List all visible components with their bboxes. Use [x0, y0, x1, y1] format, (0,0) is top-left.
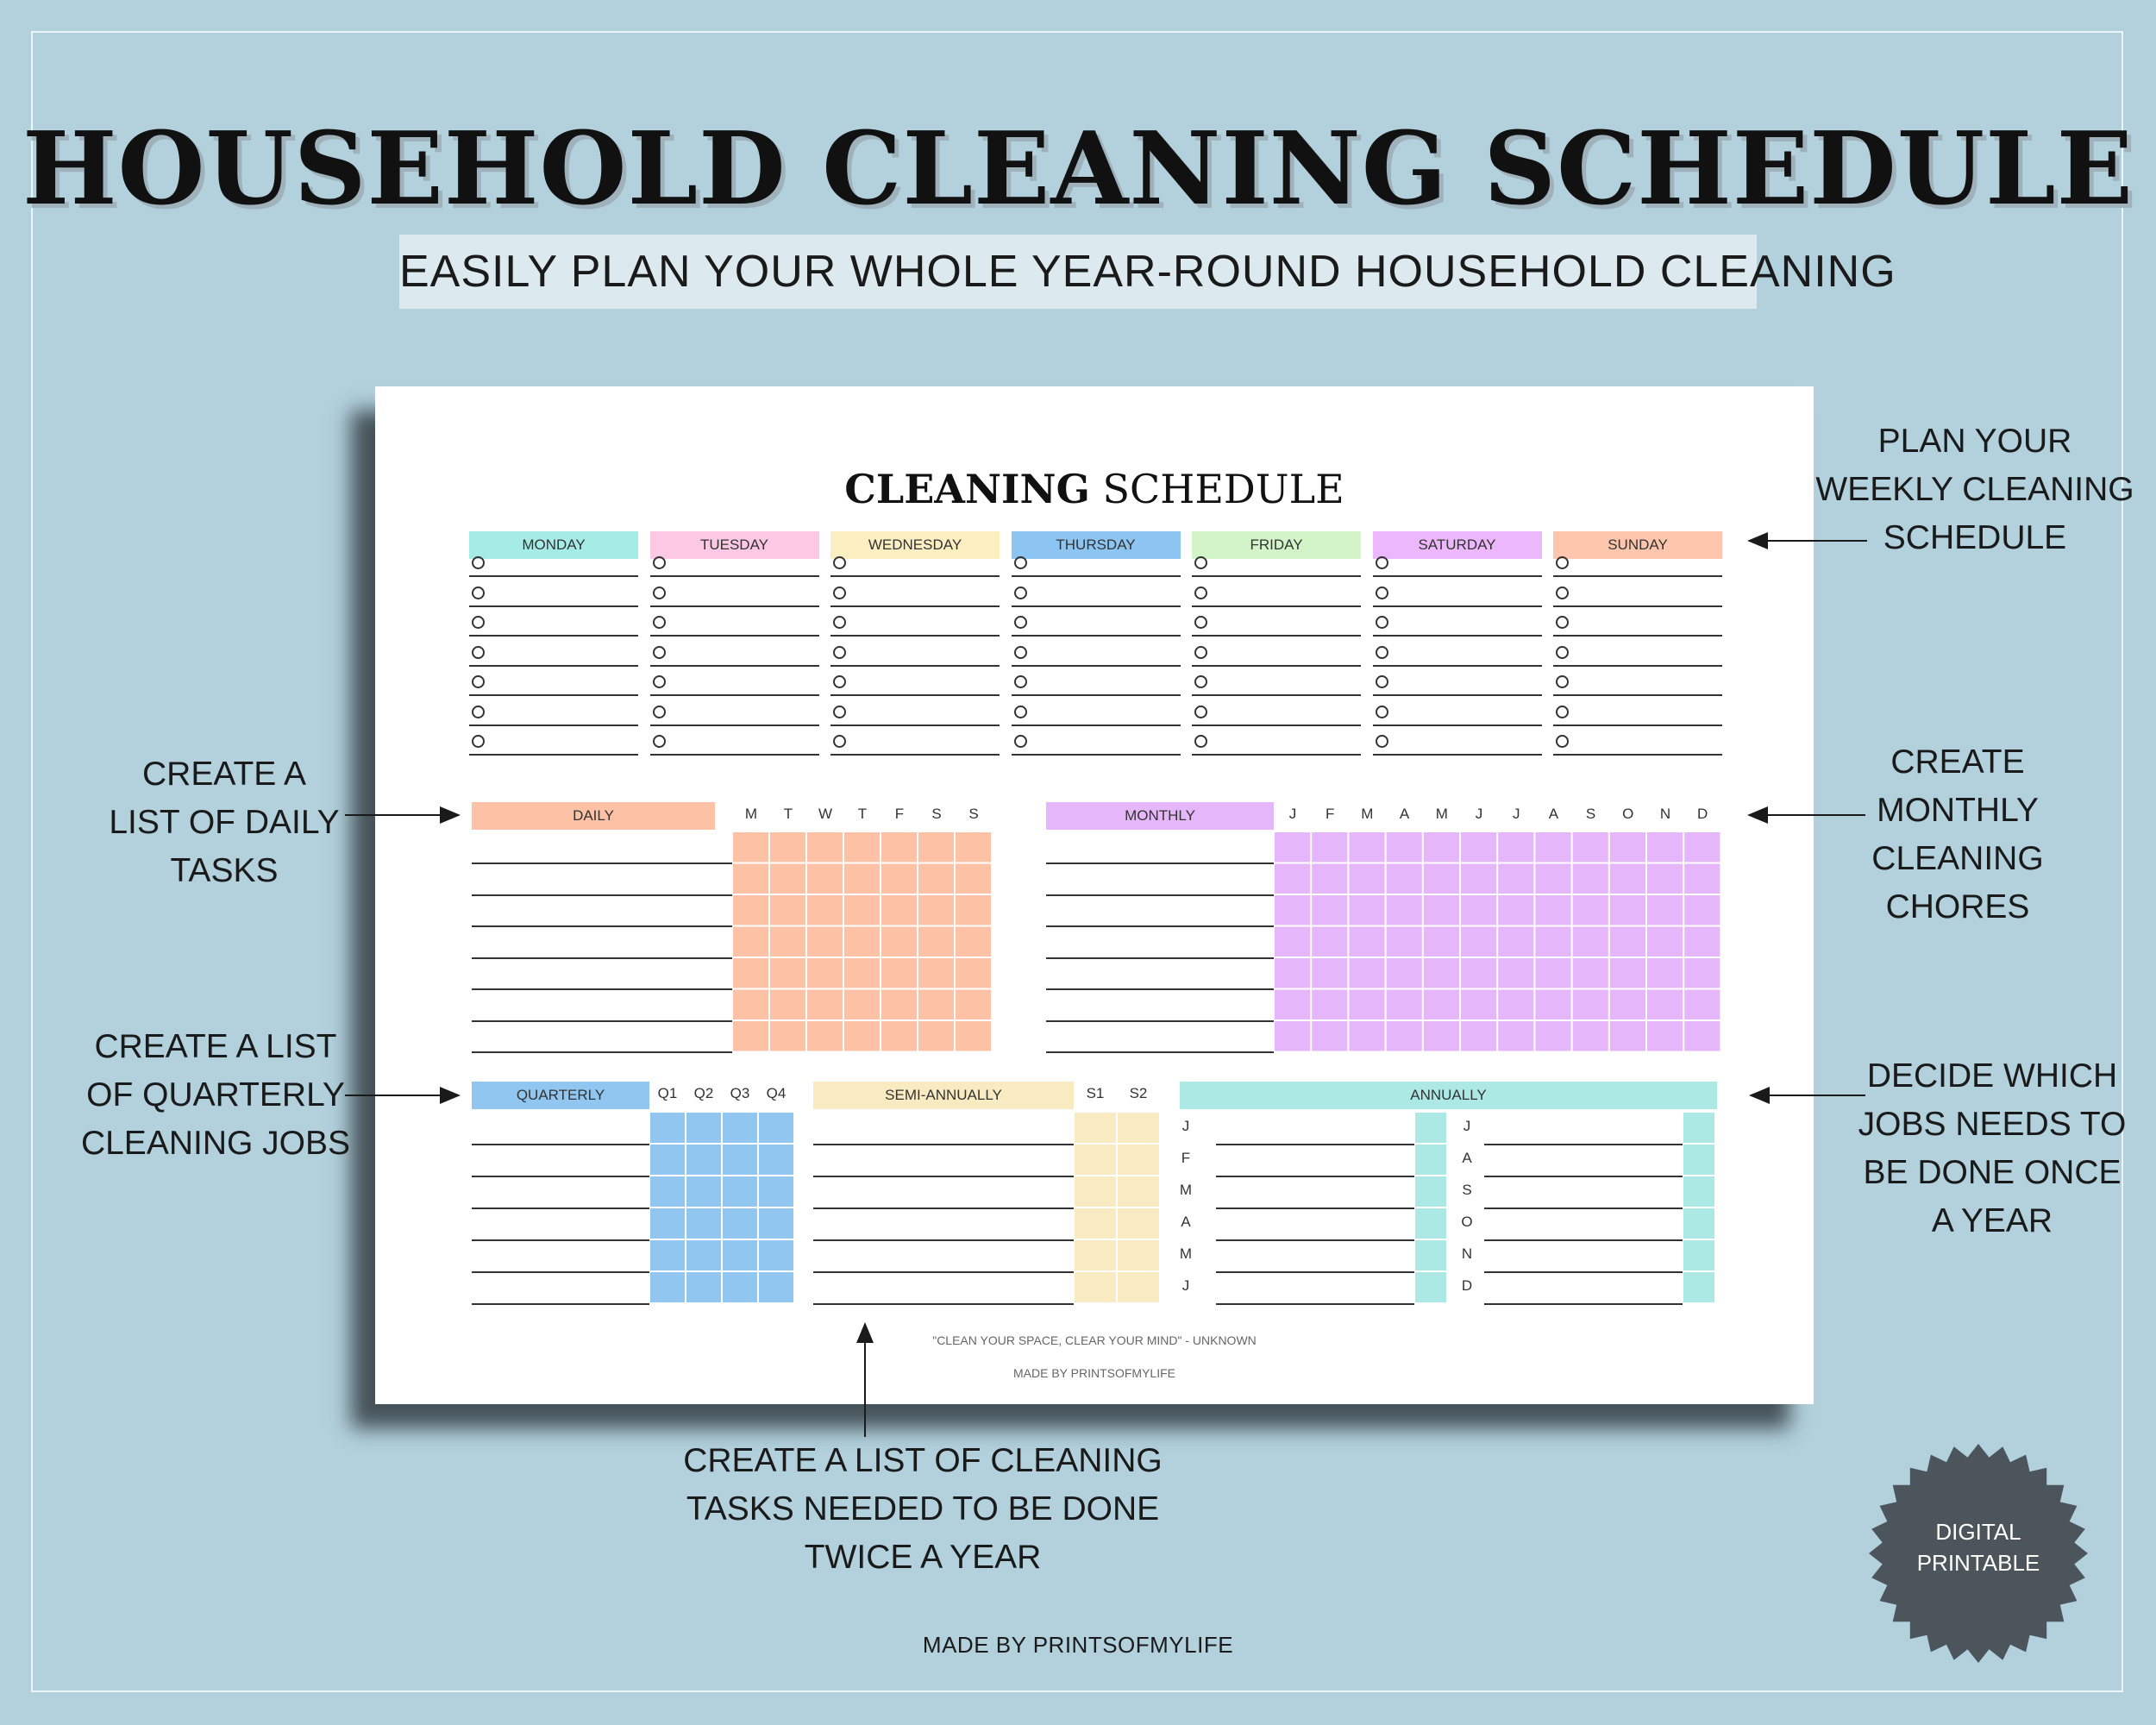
badge-text — [1868, 1516, 2089, 1578]
annotation-line: CREATE A — [142, 756, 306, 793]
daily-header: DAILY — [472, 802, 715, 830]
weekday-header-thursday: THURSDAY — [1012, 531, 1181, 559]
semiannual-header: SEMI-ANNUALLY — [813, 1082, 1074, 1109]
sheet-made-by: MADE BY PRINTSOFMYLIFE — [1013, 1366, 1175, 1380]
annotation-line: DECIDE WHICH — [1866, 1057, 2118, 1095]
annotation-line: CREATE A LIST OF CLEANING — [683, 1442, 1163, 1479]
annual-month-label: A — [1181, 1214, 1191, 1230]
weekday-header-saturday: SATURDAY — [1373, 531, 1542, 559]
annotation-line: CLEANING — [1871, 840, 2044, 877]
annual-month-label: N — [1461, 1245, 1473, 1262]
daily-day-label: S — [968, 806, 979, 822]
annual-month-label: O — [1461, 1214, 1473, 1230]
quarter-label: Q1 — [657, 1085, 678, 1101]
sheet-title-bold: CLEANING — [844, 466, 1090, 512]
annual-month-label: M — [1179, 1245, 1193, 1262]
annotation-line: TASKS — [170, 852, 279, 889]
annotation-line: CREATE — [1890, 743, 2025, 781]
monthly-header: MONTHLY — [1046, 802, 1274, 830]
annotation-line: LIST OF DAILY — [109, 804, 340, 841]
monthly-month-label: S — [1585, 806, 1596, 822]
monthly-month-label: J — [1512, 806, 1520, 822]
quarterly-header: QUARTERLY — [472, 1082, 649, 1109]
sheet-quote: "CLEAN YOUR SPACE, CLEAR YOUR MIND" - UNKNOWN — [932, 1333, 1257, 1347]
daily-day-label: M — [744, 806, 758, 822]
monthly-month-label: J — [1475, 806, 1483, 822]
monthly-month-label: A — [1548, 806, 1559, 822]
monthly-month-label: A — [1399, 806, 1410, 822]
quarter-label: Q3 — [730, 1085, 750, 1101]
daily-day-label: F — [894, 806, 905, 822]
annotation-line: TASKS NEEDED TO BE DONE — [686, 1490, 1160, 1527]
annotation-line: CREATE A LIST — [94, 1028, 337, 1065]
daily-day-label: W — [818, 806, 833, 822]
annotation-line: MONTHLY — [1877, 792, 2039, 829]
quarter-label: Q2 — [693, 1085, 714, 1101]
annotation-line: PLAN YOUR — [1877, 423, 2072, 460]
weekday-header-tuesday: TUESDAY — [650, 531, 819, 559]
sheet-title-rest: SCHEDULE — [1102, 466, 1344, 512]
annual-month-label: J — [1181, 1277, 1190, 1294]
annotation-line: WEEKLY CLEANING — [1815, 471, 2134, 508]
half-year-label: S1 — [1086, 1085, 1105, 1101]
quarter-label: Q4 — [766, 1085, 787, 1101]
half-year-label: S2 — [1129, 1085, 1148, 1101]
subtitle-banner: EASILY PLAN YOUR WHOLE YEAR-ROUND HOUSEHOLD CLEANING — [399, 235, 1757, 309]
monthly-month-label: F — [1325, 806, 1335, 822]
daily-day-label: T — [783, 806, 793, 822]
annual-month-label: J — [1181, 1118, 1190, 1134]
annual-month-label: D — [1461, 1277, 1473, 1294]
monthly-month-label: J — [1288, 806, 1297, 822]
monthly-month-label: D — [1697, 806, 1708, 822]
daily-day-label: T — [857, 806, 868, 822]
monthly-month-label: M — [1361, 806, 1374, 822]
footer-credit: MADE BY PRINTSOFMYLIFE — [922, 1632, 1234, 1658]
badge-line-1: DIGITAL — [1935, 1519, 2021, 1545]
weekday-header-wednesday: WEDNESDAY — [830, 531, 1000, 559]
badge-line-2: PRINTABLE — [1916, 1550, 2040, 1576]
annotation-line: SCHEDULE — [1883, 519, 2067, 556]
daily-day-label: S — [931, 806, 942, 822]
main-title: HOUSEHOLD CLEANING SCHEDULE — [22, 110, 2134, 228]
annual-header: ANNUALLY — [1180, 1082, 1717, 1109]
weekday-header-monday: MONDAY — [469, 531, 638, 559]
annual-month-label: A — [1462, 1150, 1472, 1166]
annotation-line: JOBS NEEDS TO — [1858, 1106, 2127, 1143]
annual-month-label: F — [1181, 1150, 1191, 1166]
annual-month-label: M — [1179, 1182, 1193, 1198]
annotation-line: CHORES — [1885, 888, 2030, 925]
annotation-line: OF QUARTERLY — [86, 1076, 345, 1113]
monthly-month-label: M — [1435, 806, 1448, 822]
annotation-line: TWICE A YEAR — [804, 1539, 1042, 1576]
annotation-line: BE DONE ONCE — [1863, 1154, 2122, 1191]
annual-month-label: S — [1462, 1182, 1472, 1198]
monthly-month-label: N — [1659, 806, 1671, 822]
annotation-line: A YEAR — [1931, 1202, 2053, 1239]
annotation-line: CLEANING JOBS — [80, 1125, 351, 1162]
weekday-header-friday: FRIDAY — [1192, 531, 1361, 559]
weekday-header-sunday: SUNDAY — [1553, 531, 1722, 559]
annual-month-label: J — [1463, 1118, 1471, 1134]
monthly-month-label: O — [1622, 806, 1634, 822]
